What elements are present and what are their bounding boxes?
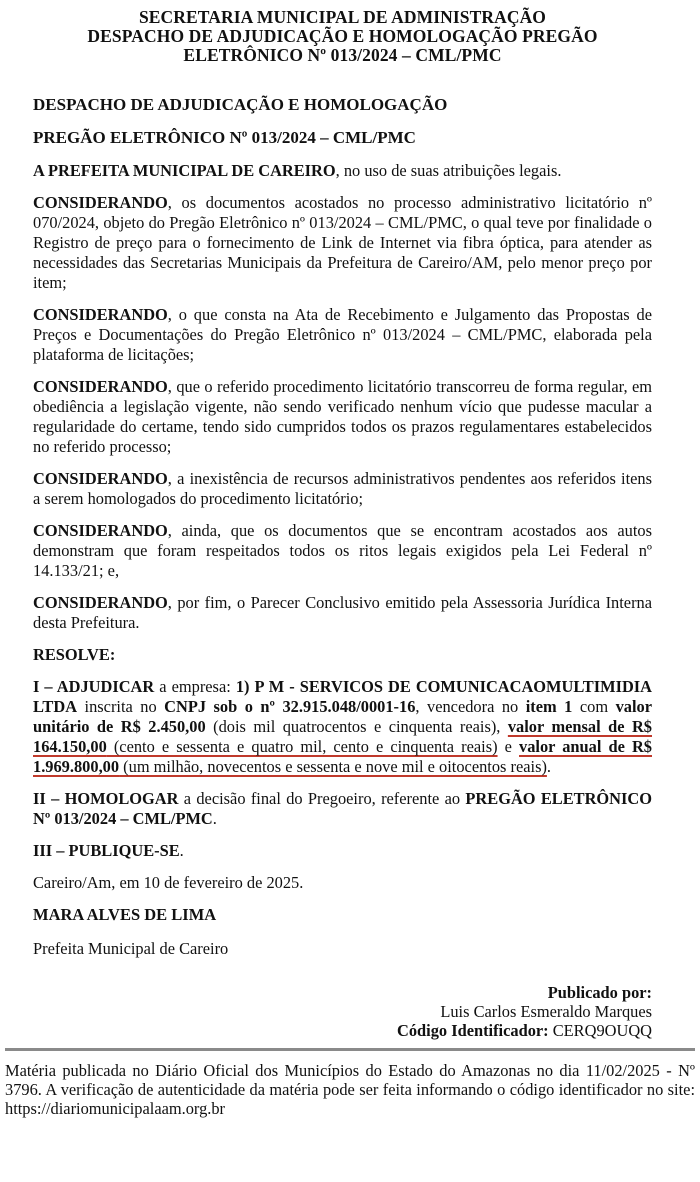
considerando-6 bbox=[33, 593, 652, 633]
signer-name: MARA ALVES DE LIMA bbox=[33, 905, 217, 924]
considerando-4 bbox=[33, 469, 652, 509]
cnpj: CNPJ sob o nº 32.915.048/0001-16 bbox=[164, 697, 416, 716]
intro-bold: A PREFEITA MUNICIPAL DE CAREIRO bbox=[33, 161, 336, 180]
header-line-2: DESPACHO DE ADJUDICAÇÃO E HOMOLOGAÇÃO PREGÃO bbox=[87, 26, 598, 46]
footer-url-link[interactable]: https://diariomunicipalaam.org.br bbox=[5, 1099, 226, 1118]
considerando-label: CONSIDERANDO bbox=[33, 305, 168, 324]
considerando-label: CONSIDERANDO bbox=[33, 193, 168, 212]
publisher-name: Luis Carlos Esmeraldo Marques bbox=[440, 1002, 652, 1021]
footer-text: Matéria publicada no Diário Oficial dos Municípios do Estado do Amazonas no dia 11/02/2025 - Nº 3796. A verificação de autenticidade da matéria pode ser feita informando o código identificador no site: bbox=[5, 1061, 695, 1099]
considerando-text: , os documentos acostados no processo administrativo licitatório nº 070/2024, objeto do Pregão Eletrônico nº 013/2024 – CML/PMC, o qual teve por finalidade o Registro de preço para o fornecimento de Link de Internet via fibra óptica, para atender as necessidades das Secretarias Municipais da Prefeitura de Careiro/AM, pelo menor preço por item; bbox=[33, 193, 652, 292]
considerando-3 bbox=[33, 377, 652, 457]
pregao-reference: PREGÃO ELETRÔNICO Nº 013/2024 – CML/PMC bbox=[33, 789, 652, 828]
considerando-text: , a inexistência de recursos administrativos pendentes aos referidos itens a serem homologados do procedimento licitatório; bbox=[33, 469, 652, 508]
item-ii-end: . bbox=[212, 809, 217, 828]
publique-label: III – PUBLIQUE-SE bbox=[33, 841, 180, 860]
annual-value-words: (um milhão, novecentos e sessenta e nove mil e oitocentos reais) bbox=[119, 757, 547, 776]
considerando-text: , o que consta na Ata de Recebimento e Julgamento das Propostas de Preços e Documentações do Pregão Eletrônico nº 013/2024 – CML/PMC, elaborada pela plataforma de licitações; bbox=[33, 305, 652, 364]
header-line-1: SECRETARIA MUNICIPAL DE ADMINISTRAÇÃO bbox=[138, 7, 547, 27]
place-date: Careiro/Am, em 10 de fevereiro de 2025. bbox=[33, 873, 304, 892]
considerando-label: CONSIDERANDO bbox=[33, 593, 168, 612]
considerando-2 bbox=[33, 305, 652, 365]
item-i-text: , vencedora no bbox=[415, 697, 526, 716]
item-i-text: (dois mil quatrocentos e cinquenta reais), bbox=[205, 717, 508, 736]
header-line-3: ELETRÔNICO Nº 013/2024 – CML/PMC bbox=[183, 45, 502, 65]
intro-paragraph bbox=[33, 161, 652, 181]
unit-value: valor unitário de R$ 2.450,00 bbox=[33, 697, 653, 736]
document-subtitle: PREGÃO ELETRÔNICO Nº 013/2024 – CML/PMC bbox=[33, 128, 416, 147]
footer-note bbox=[5, 1061, 695, 1118]
item-i-text: com bbox=[572, 697, 616, 716]
considerando-label: CONSIDERANDO bbox=[33, 469, 168, 488]
publication-block bbox=[33, 983, 652, 1040]
footer-divider bbox=[5, 1048, 695, 1051]
item-ii-homologar bbox=[33, 789, 652, 829]
item-i-text: a empresa: bbox=[154, 677, 236, 696]
signer-role: Prefeita Municipal de Careiro bbox=[33, 939, 229, 958]
published-by-label: Publicado por: bbox=[547, 983, 652, 1002]
considerando-label: CONSIDERANDO bbox=[33, 377, 168, 396]
item-i-adjudicar bbox=[33, 677, 652, 777]
adjudicar-label: I – ADJUDICAR bbox=[33, 677, 155, 696]
item-iii-publique bbox=[33, 841, 652, 861]
considerando-5 bbox=[33, 521, 652, 581]
considerando-1 bbox=[33, 193, 652, 293]
considerando-text: , por fim, o Parecer Conclusivo emitido pela Assessoria Jurídica Interna desta Prefeitura. bbox=[33, 593, 652, 632]
annual-value: valor anual de R$ 1.969.800,00 bbox=[33, 737, 652, 776]
company-name: 1) P M - SERVICOS DE COMUNICACAOMULTIMIDIA LTDA bbox=[33, 677, 653, 716]
item-iii-end: . bbox=[179, 841, 184, 860]
item-number: item 1 bbox=[525, 697, 573, 716]
homologar-label: II – HOMOLOGAR bbox=[33, 789, 179, 808]
code-label: Código Identificador: bbox=[397, 1021, 549, 1040]
item-i-text: e bbox=[497, 737, 520, 756]
item-i-text: . bbox=[546, 757, 552, 776]
considerando-text: , que o referido procedimento licitatório transcorreu de forma regular, em obediência a legislação vigente, não sendo verificado nenhum vício que pudesse macular a regularidade do certame, tendo sido cumpridos todos os prazos regulamentares estabelecidos no referido processo; bbox=[33, 377, 652, 456]
monthly-value-words: (cento e sessenta e quatro mil, cento e cinquenta reais) bbox=[106, 737, 498, 756]
resolve-label: RESOLVE: bbox=[33, 645, 116, 664]
item-i-text: inscrita no bbox=[77, 697, 165, 716]
monthly-value: valor mensal de R$ 164.150,00 bbox=[33, 717, 652, 756]
code-value: CERQ9OUQQ bbox=[548, 1021, 652, 1040]
considerando-text: , ainda, que os documentos que se encontram acostados aos autos demonstram que foram respeitados todos os ritos legais exigidos pela Lei Federal nº 14.133/21; e, bbox=[33, 521, 652, 580]
resolve-heading bbox=[33, 645, 652, 665]
considerando-label: CONSIDERANDO bbox=[33, 521, 168, 540]
document-header bbox=[33, 8, 652, 65]
item-ii-text: a decisão final do Pregoeiro, referente ao bbox=[178, 789, 466, 808]
intro-text: , no uso de suas atribuições legais. bbox=[335, 161, 562, 180]
document-title: DESPACHO DE ADJUDICAÇÃO E HOMOLOGAÇÃO bbox=[33, 95, 448, 114]
